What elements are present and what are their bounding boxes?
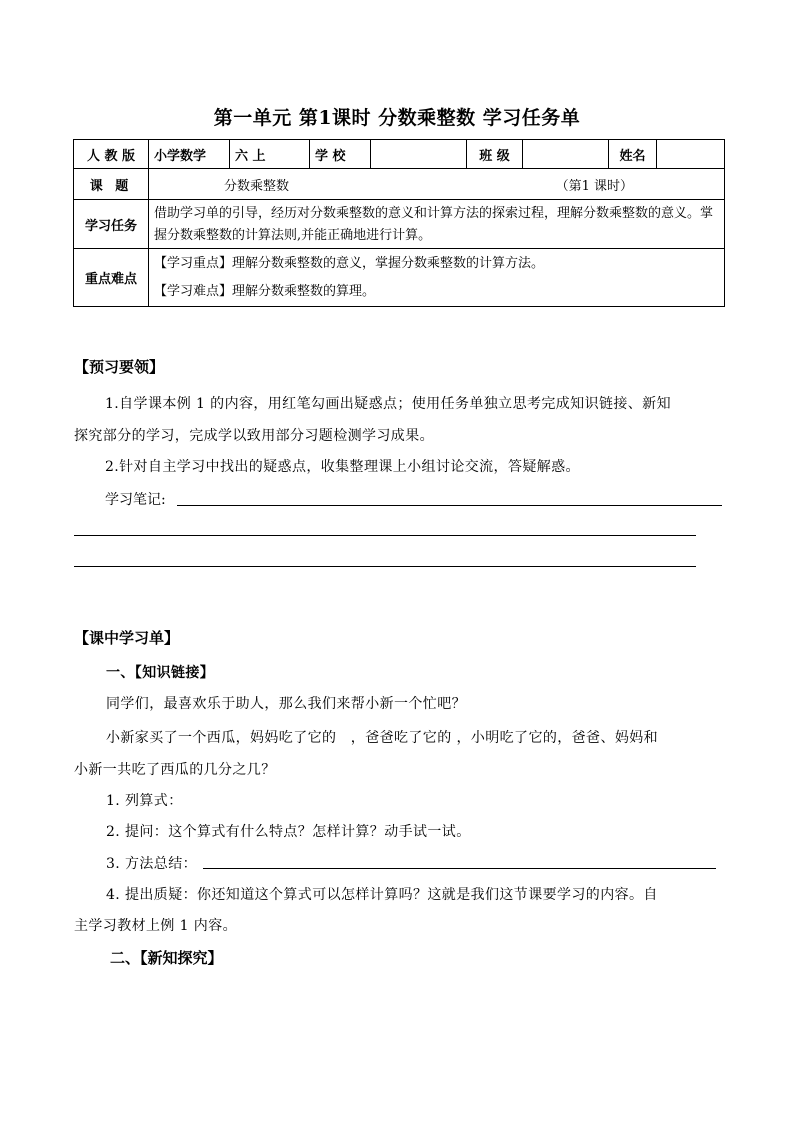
task-text: 借助学习单的引导，经历对分数乘整数的意义和计算方法的探索过程，理解分数乘整数的意义。掌握分数乘整数的计算法则,并能正确地进行计算。 [149,200,725,249]
info-table [73,139,725,307]
topic-row [149,169,725,200]
topic-value: 分数乘整数 [224,178,290,194]
question-4-line-1: 4. 提出质疑：你还知道这个算式可以怎样计算吗？这就是我们这节课要学习的内容。自 [106,887,658,903]
grade-cell: 六 上 [230,140,310,169]
question-2: 2. 提问：这个算式有什么特点？怎样计算？动手试一试。 [106,824,471,840]
topic-label: 课 题 [74,169,149,200]
key-point: 【学习重点】理解分数乘整数的意义，掌握分数乘整数的计算方法。 [154,255,545,271]
key-label: 重点难点 [74,249,149,307]
publisher-label: 人 教 版 [74,140,149,169]
preview-item2: 2.针对自主学习中找出的疑惑点，收集整理课上小组讨论交流，答疑解惑。 [105,459,580,475]
period-value: （第1 课时） [555,178,633,194]
notes-line-2[interactable] [74,535,696,536]
preview-item1-line1: 1.自学课本例 1 的内容，用红笔勾画出疑惑点；使用任务单独立思考完成知识链接、新知 [105,396,671,412]
new-knowledge-heading: 二、【新知探究】 [110,949,223,967]
page-title: 第一单元 第1课时 分数乘整数 学习任务单 [213,107,581,129]
in-class-heading: 【课中学习单】 [74,629,180,647]
problem-line-1: 小新家买了一个西瓜，妈妈吃了它的 ，爸爸吃了它的 ，小明吃了它的，爸爸、妈妈和 [106,730,659,746]
question-4-line-2: 主学习教材上例 1 内容。 [74,918,238,934]
preview-heading: 【预习要领】 [74,358,165,376]
knowledge-link-heading: 一、【知识链接】 [106,665,215,681]
subject-cell: 小学数学 [149,140,230,169]
school-label: 学 校 [310,140,371,169]
key-cell [149,249,725,307]
name-label: 姓名 [609,140,657,169]
difficulty-point: 【学习难点】理解分数乘整数的算理。 [154,283,376,299]
problem-line-2: 小新一共吃了西瓜的几分之几？ [74,762,276,778]
task-label: 学习任务 [74,200,149,249]
notes-label: 学习笔记: [105,492,166,508]
notes-line-3[interactable] [74,566,696,567]
school-value[interactable] [371,140,467,169]
name-value[interactable] [657,140,725,169]
question-1: 1. 列算式： [106,793,183,809]
intro-text: 同学们，最喜欢乐于助人，那么我们来帮小新一个忙吧？ [106,696,466,712]
question-3: 3. 方法总结： [106,856,198,872]
class-label: 班 级 [467,140,523,169]
preview-item1-line2: 探究部分的学习，完成学以致用部分习题检测学习成果。 [74,428,434,444]
class-value[interactable] [523,140,609,169]
method-summary-line[interactable] [203,868,716,869]
notes-line-1[interactable] [177,505,722,506]
